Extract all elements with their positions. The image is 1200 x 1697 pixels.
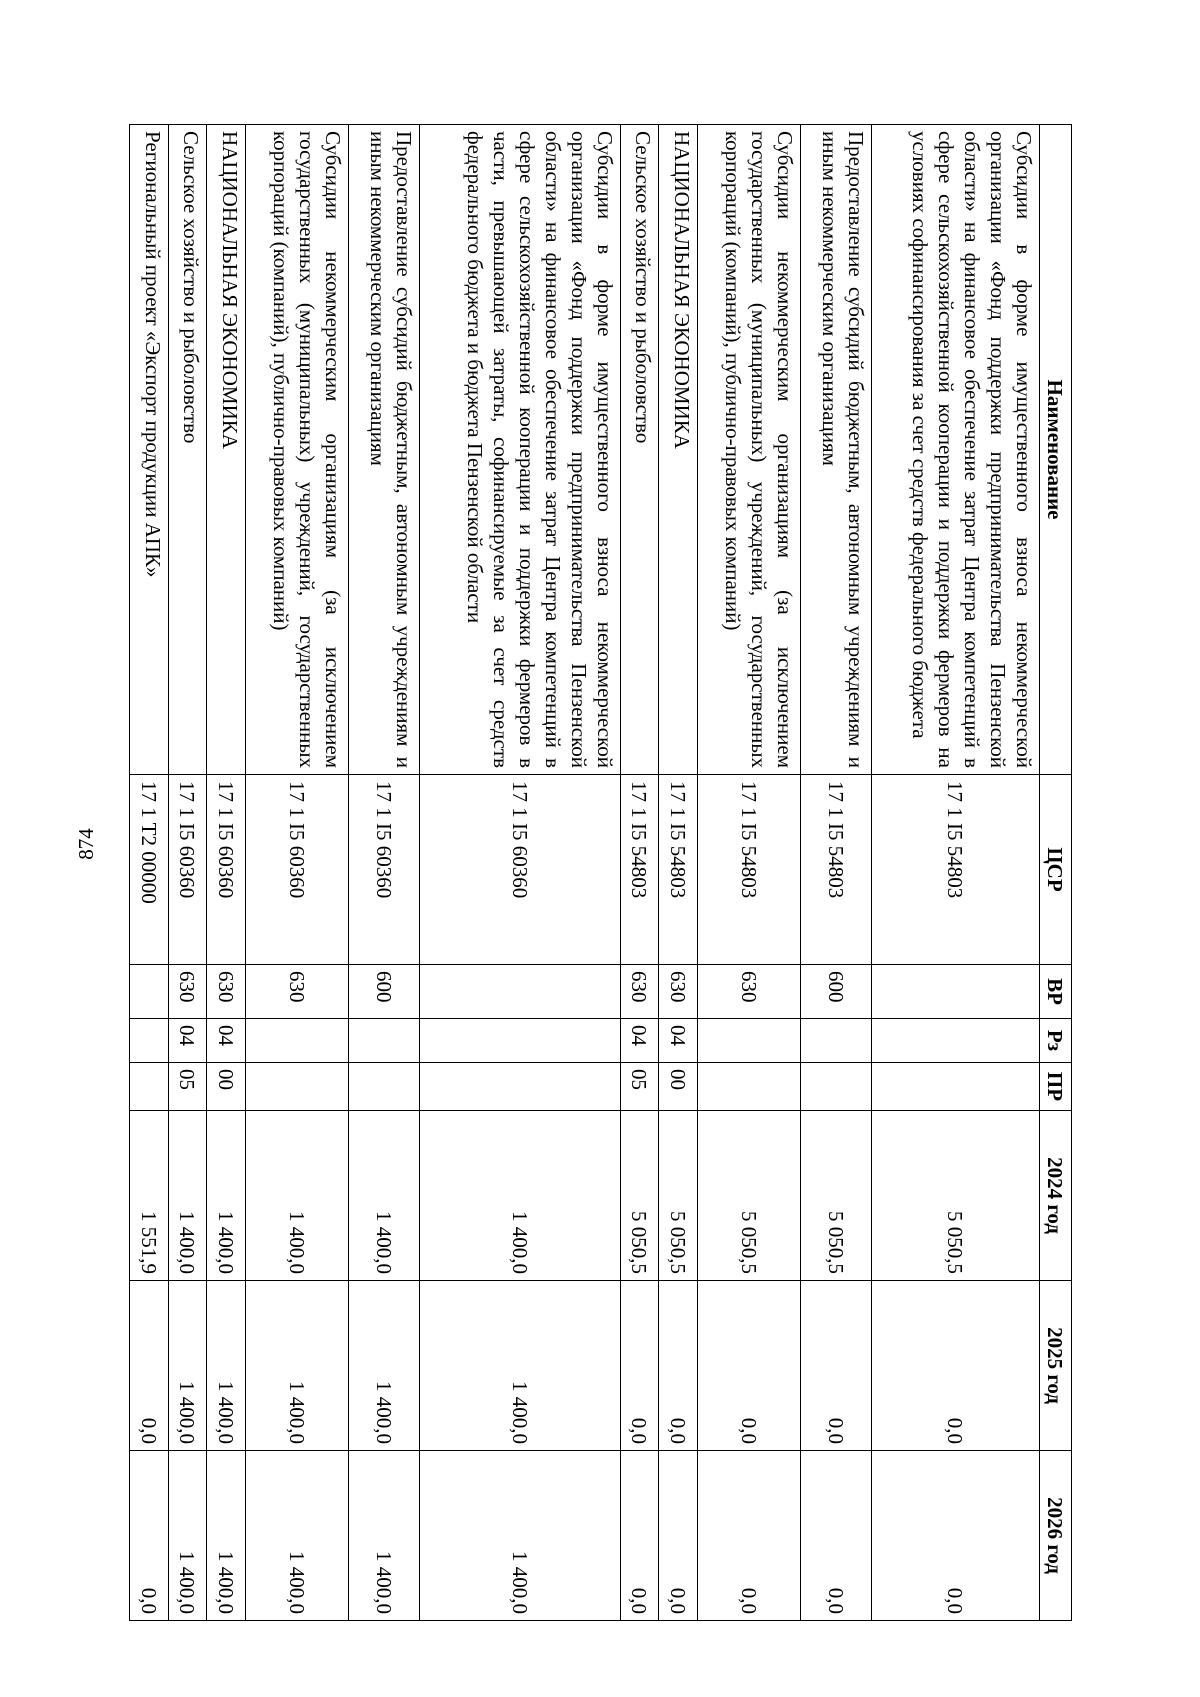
row-csr: 17 1 I5 60360 [420,775,620,965]
row-2025: 0,0 [871,1281,1039,1451]
row-2026: 1 400,0 [349,1451,420,1621]
table-row [420,125,620,1621]
table-row [349,125,420,1621]
row-pr [420,1063,620,1111]
row-csr: 17 1 I5 54803 [801,775,872,965]
header-pr: ПР [1040,1063,1072,1111]
row-rz [420,1019,620,1063]
row-csr: 17 1 I5 54803 [697,775,800,965]
row-rz [801,1019,872,1063]
row-2025: 1 400,0 [168,1281,207,1451]
row-pr [801,1063,872,1111]
row-2026: 0,0 [697,1451,800,1621]
row-vr: 630 [620,965,659,1019]
row-rz [130,1019,169,1063]
page-number: 874 [74,828,98,860]
row-name: Сельское хозяйство и рыболовство [620,125,659,775]
row-vr: 600 [801,965,872,1019]
row-name: НАЦИОНАЛЬНАЯ ЭКОНОМИКА [659,125,698,775]
row-pr [245,1063,348,1111]
row-name: Региональный проект «Экспорт продукции АПК» [130,125,169,775]
row-vr: 630 [245,965,348,1019]
row-name: Предоставление субсидий бюджетным, автономным учреждениям и иным некоммерческим организациям [349,125,420,775]
row-pr: 00 [207,1063,246,1111]
row-2025: 1 400,0 [349,1281,420,1451]
row-csr: 17 1 I5 60360 [245,775,348,965]
row-2025: 0,0 [801,1281,872,1451]
row-name: Субсидии в форме имущественного взноса некоммерческой организации «Фонд поддержки предпринимательства Пензенской области» на финансовое обеспечение затрат Центра компетенций в сфере сельскохозяйственной кооперации и поддержки фермеров в части, превышающей затраты, софинансируемые за счет средств федерального бюджета и бюджета Пензенской области [420,125,620,775]
row-2026: 0,0 [659,1451,698,1621]
header-name: Наименование [1040,125,1072,775]
row-rz [245,1019,348,1063]
header-csr: ЦСР [1040,775,1072,965]
header-rz: Рз [1040,1019,1072,1063]
table-row [871,125,1039,1621]
row-rz: 04 [168,1019,207,1063]
row-csr: 17 1 I5 60360 [168,775,207,965]
row-2024: 1 400,0 [349,1111,420,1281]
row-name: Субсидии некоммерческим организациям (за исключением государственных (муниципальных) учреждений, государственных корпораций (компаний), публично-правовых компаний) [245,125,348,775]
row-2026: 0,0 [871,1451,1039,1621]
row-name: НАЦИОНАЛЬНАЯ ЭКОНОМИКА [207,125,246,775]
row-csr: 17 1 I5 60360 [349,775,420,965]
row-2025: 1 400,0 [245,1281,348,1451]
row-pr: 05 [620,1063,659,1111]
row-2025: 0,0 [620,1281,659,1451]
row-name: Предоставление субсидий бюджетным, автономным учреждениям и иным некоммерческим организациям [801,125,872,775]
header-2024: 2024 год [1040,1111,1072,1281]
row-vr: 630 [659,965,698,1019]
row-rz [871,1019,1039,1063]
row-csr: 17 1 I5 54803 [871,775,1039,965]
table-row [659,125,698,1621]
table-row [245,125,348,1621]
budget-table [129,124,1072,1621]
table-row [130,125,169,1621]
row-2025: 0,0 [697,1281,800,1451]
header-vr: ВР [1040,965,1072,1019]
row-rz: 04 [620,1019,659,1063]
row-pr: 05 [168,1063,207,1111]
header-2026: 2026 год [1040,1451,1072,1621]
row-name: Субсидии некоммерческим организациям (за исключением государственных (муниципальных) учреждений, государственных корпораций (компаний), публично-правовых компаний) [697,125,800,775]
row-2026: 1 400,0 [420,1451,620,1621]
row-2025: 1 400,0 [207,1281,246,1451]
row-vr: 630 [207,965,246,1019]
row-2025: 0,0 [130,1281,169,1451]
table-header [1040,125,1072,1621]
row-2026: 1 400,0 [207,1451,246,1621]
row-name: Сельское хозяйство и рыболовство [168,125,207,775]
row-2024: 5 050,5 [659,1111,698,1281]
row-rz [697,1019,800,1063]
table-row [620,125,659,1621]
row-2025: 1 400,0 [420,1281,620,1451]
row-2024: 1 551,9 [130,1111,169,1281]
table-row [168,125,207,1621]
row-2026: 0,0 [801,1451,872,1621]
row-rz: 04 [207,1019,246,1063]
row-vr [420,965,620,1019]
row-2024: 5 050,5 [620,1111,659,1281]
row-pr [697,1063,800,1111]
row-2024: 5 050,5 [801,1111,872,1281]
table-row [801,125,872,1621]
row-2024: 5 050,5 [697,1111,800,1281]
row-2024: 1 400,0 [245,1111,348,1281]
row-2024: 5 050,5 [871,1111,1039,1281]
row-2024: 1 400,0 [207,1111,246,1281]
header-2025: 2025 год [1040,1281,1072,1451]
row-vr: 600 [349,965,420,1019]
row-2026: 1 400,0 [168,1451,207,1621]
row-name: Субсидии в форме имущественного взноса некоммерческой организации «Фонд поддержки предпринимательства Пензенской области» на финансовое обеспечение затрат Центра компетенций в сфере сельскохозяйственной кооперации и поддержки фермеров на условиях софинансирования за счет средств федерального бюджета [871,125,1039,775]
row-vr [871,965,1039,1019]
table-row [697,125,800,1621]
row-rz [349,1019,420,1063]
row-pr [130,1063,169,1111]
rotated-table-container [129,124,1072,1620]
row-csr: 17 1 T2 00000 [130,775,169,965]
table-row [207,125,246,1621]
row-csr: 17 1 I5 60360 [207,775,246,965]
row-2026: 0,0 [130,1451,169,1621]
row-pr [349,1063,420,1111]
row-vr: 630 [697,965,800,1019]
row-csr: 17 1 I5 54803 [620,775,659,965]
row-rz: 04 [659,1019,698,1063]
row-csr: 17 1 I5 54803 [659,775,698,965]
row-vr: 630 [168,965,207,1019]
row-pr: 00 [659,1063,698,1111]
row-2026: 0,0 [620,1451,659,1621]
row-2024: 1 400,0 [420,1111,620,1281]
row-2024: 1 400,0 [168,1111,207,1281]
row-2025: 0,0 [659,1281,698,1451]
row-vr [130,965,169,1019]
row-pr [871,1063,1039,1111]
row-2026: 1 400,0 [245,1451,348,1621]
